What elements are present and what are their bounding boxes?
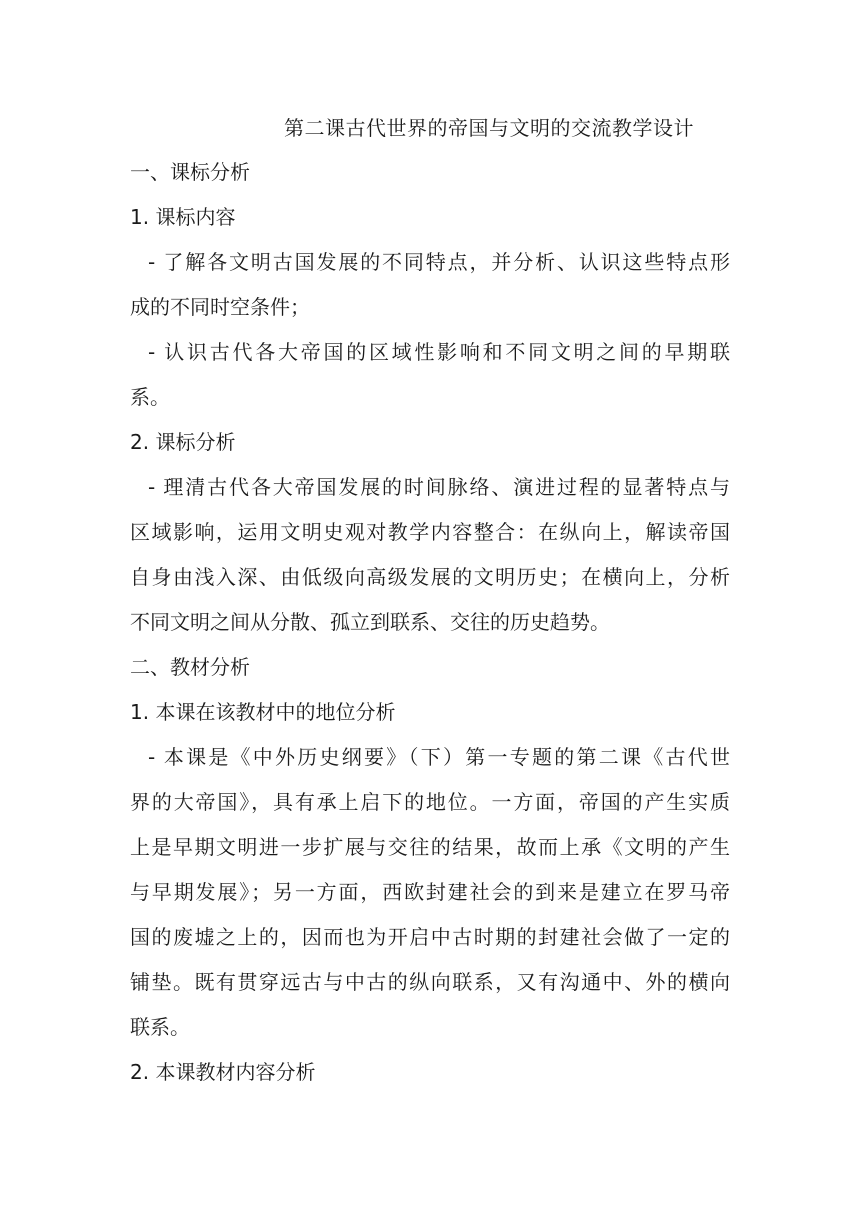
- paragraph-line: 与早期发展》；另一方面，西欧封建社会的到来是建立在罗马帝: [130, 880, 730, 904]
- paragraph-line: 自身由浅入深、由低级向高级发展的文明历史；在横向上，分析: [130, 565, 730, 589]
- document-title: 第二课古代世界的帝国与文明的交流教学设计: [284, 116, 694, 140]
- paragraph-line: 国的废墟之上的，因而也为开启中古时期的封建社会做了一定的: [130, 925, 730, 949]
- paragraph-line: - 了解各文明古国发展的不同特点，并分析、认识这些特点形: [148, 250, 730, 274]
- paragraph-line: 界的大帝国》，具有承上启下的地位。一方面，帝国的产生实质: [130, 790, 730, 814]
- subsection-heading-2-2: 2. 本课教材内容分析: [130, 1060, 316, 1084]
- paragraph-1-2-1: [130, 465, 730, 645]
- paragraph-line: - 本课是《中外历史纲要》（下）第一专题的第二课《古代世: [148, 745, 730, 769]
- paragraph-line: 区域影响，运用文明史观对教学内容整合：在纵向上，解读帝国: [130, 520, 730, 544]
- paragraph-1-1-2: [130, 330, 730, 420]
- section-heading-2: 二、教材分析: [130, 655, 250, 679]
- paragraph-line: 联系。: [130, 1015, 190, 1039]
- paragraph-line: 铺垫。既有贯穿远古与中古的纵向联系，又有沟通中、外的横向: [130, 970, 730, 994]
- subsection-heading-1-2: 2. 课标分析: [130, 430, 236, 454]
- paragraph-2-1-1: [130, 735, 730, 1050]
- paragraph-line: 上是早期文明进一步扩展与交往的结果，故而上承《文明的产生: [130, 835, 730, 859]
- subsection-heading-1-1: 1. 课标内容: [130, 205, 236, 229]
- document-body: [130, 150, 730, 1095]
- paragraph-line: 系。: [130, 385, 170, 409]
- paragraph-1-1-1: [130, 240, 730, 330]
- paragraph-line: - 认识古代各大帝国的区域性影响和不同文明之间的早期联: [148, 340, 730, 364]
- section-heading-1: 一、课标分析: [130, 160, 250, 184]
- paragraph-line: - 理清古代各大帝国发展的时间脉络、演进过程的显著特点与: [148, 475, 730, 499]
- paragraph-line: 成的不同时空条件；: [130, 295, 310, 319]
- subsection-heading-2-1: 1. 本课在该教材中的地位分析: [130, 700, 396, 724]
- paragraph-line: 不同文明之间从分散、孤立到联系、交往的历史趋势。: [130, 610, 610, 634]
